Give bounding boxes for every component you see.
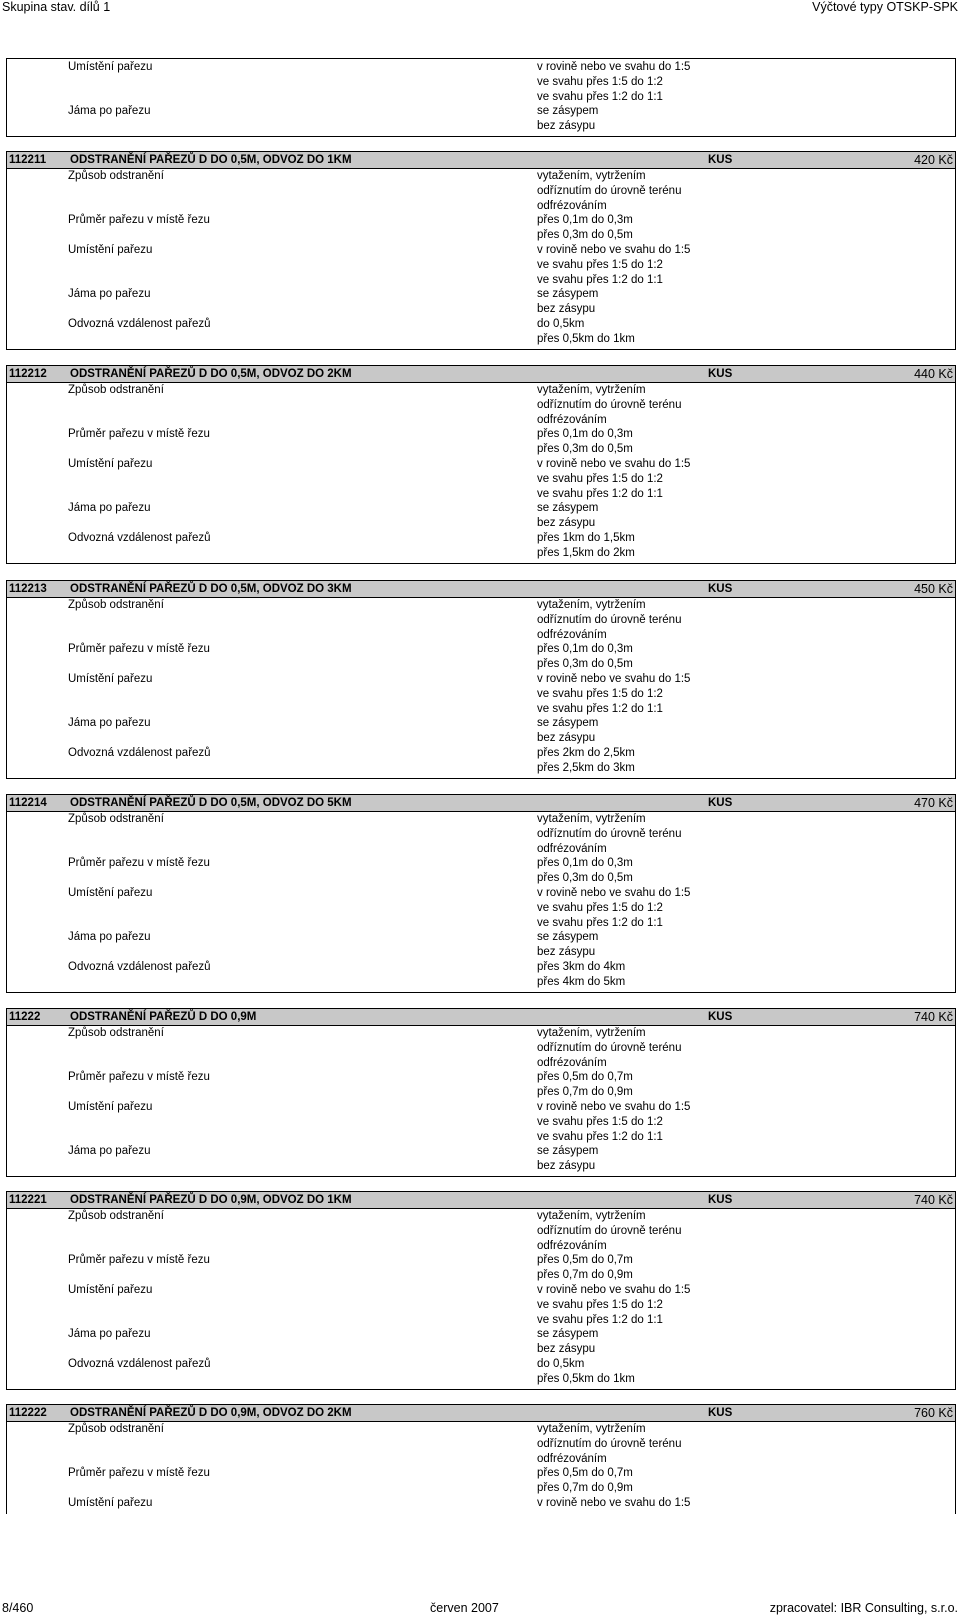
property-value: se zásypem — [537, 105, 599, 118]
property-value: odfrézováním — [537, 199, 607, 212]
footer-date: červen 2007 — [430, 1601, 499, 1615]
item-unit: KUS — [708, 797, 733, 809]
property-value: přes 1,5km do 2km — [537, 546, 635, 559]
property-value: ve svahu přes 1:2 do 1:1 — [537, 702, 663, 715]
property-label: Jáma po pařezu — [68, 105, 151, 118]
property-value: bez zásypu — [537, 120, 596, 133]
property-value: ve svahu přes 1:5 do 1:2 — [537, 901, 663, 914]
property-value: se zásypem — [537, 717, 599, 730]
property-value: přes 0,5km do 1km — [537, 1372, 635, 1385]
property-label: Způsob odstranění — [68, 1423, 164, 1435]
property-label: Odvozná vzdálenost pařezů — [68, 318, 211, 330]
property-label: Způsob odstranění — [68, 1027, 164, 1039]
item-unit: KUS — [708, 1011, 733, 1023]
property-value: odříznutím do úrovně terénu — [537, 1437, 682, 1450]
item-name: ODSTRANĚNÍ PAŘEZŮ D DO 0,9M, ODVOZ DO 2KM — [70, 1407, 352, 1419]
property-label: Odvozná vzdálenost pařezů — [68, 1358, 211, 1370]
item-unit: KUS — [708, 1194, 733, 1206]
property-value: ve svahu přes 1:2 do 1:1 — [537, 487, 663, 500]
property-value: ve svahu přes 1:5 do 1:2 — [537, 472, 663, 485]
property-value: se zásypem — [537, 502, 599, 515]
property-value: v rovině nebo ve svahu do 1:5 — [537, 244, 691, 256]
property-label: Průměr pařezu v místě řezu — [68, 428, 210, 441]
item-title-bar — [6, 794, 956, 812]
item-code: 112222 — [9, 1407, 47, 1419]
property-value: bez zásypu — [537, 303, 596, 316]
property-value: vytažením, vytržením — [537, 1027, 646, 1039]
item-price: 450 Kč — [914, 582, 953, 596]
property-label: Umístění pařezu — [68, 458, 153, 470]
property-label: Jáma po pařezu — [68, 717, 151, 730]
property-label: Umístění pařezu — [68, 673, 153, 685]
property-label: Odvozná vzdálenost pařezů — [68, 532, 211, 544]
item-price: 760 Kč — [914, 1406, 953, 1420]
property-label: Způsob odstranění — [68, 599, 164, 611]
item-code: 112211 — [9, 154, 47, 166]
property-label: Odvozná vzdálenost pařezů — [68, 961, 211, 973]
property-value: přes 0,5m do 0,7m — [537, 1467, 633, 1480]
item-body — [6, 168, 956, 350]
property-value: se zásypem — [537, 931, 599, 944]
item-code: 112214 — [9, 797, 47, 809]
item-body — [6, 58, 956, 137]
property-value: odříznutím do úrovně terénu — [537, 613, 682, 626]
property-value: přes 0,5km do 1km — [537, 332, 635, 345]
property-label: Umístění pařezu — [68, 1284, 153, 1296]
property-value: odfrézováním — [537, 1239, 607, 1252]
property-label: Umístění pařezu — [68, 244, 153, 256]
property-value: přes 0,1m do 0,3m — [537, 214, 633, 227]
property-value: přes 2,5km do 3km — [537, 761, 635, 774]
property-value: přes 0,1m do 0,3m — [537, 857, 633, 870]
property-value: odfrézováním — [537, 628, 607, 641]
property-value: přes 0,3m do 0,5m — [537, 658, 633, 671]
property-value: ve svahu přes 1:5 do 1:2 — [537, 75, 663, 88]
property-value: přes 0,1m do 0,3m — [537, 643, 633, 656]
property-value: bez zásypu — [537, 1343, 596, 1356]
property-value: ve svahu přes 1:2 do 1:1 — [537, 916, 663, 929]
property-label: Jáma po pařezu — [68, 1328, 151, 1341]
property-value: ve svahu přes 1:5 do 1:2 — [537, 258, 663, 271]
item-code: 112212 — [9, 368, 47, 380]
header-left-text: Skupina stav. dílů 1 — [2, 0, 111, 14]
property-value: přes 0,3m do 0,5m — [537, 443, 633, 456]
property-value: přes 0,7m do 0,9m — [537, 1482, 633, 1495]
property-value: přes 0,1m do 0,3m — [537, 428, 633, 441]
property-value: v rovině nebo ve svahu do 1:5 — [537, 61, 691, 73]
property-value: ve svahu přes 1:5 do 1:2 — [537, 1115, 663, 1128]
property-value: bez zásypu — [537, 1160, 596, 1173]
property-value: přes 1km do 1,5km — [537, 532, 635, 544]
item-name: ODSTRANĚNÍ PAŘEZŮ D DO 0,5M, ODVOZ DO 1KM — [70, 154, 352, 166]
property-value: přes 0,3m do 0,5m — [537, 872, 633, 885]
property-value: odfrézováním — [537, 842, 607, 855]
property-value: se zásypem — [537, 1328, 599, 1341]
property-value: se zásypem — [537, 288, 599, 301]
item-body — [6, 597, 956, 779]
property-value: přes 2km do 2,5km — [537, 747, 635, 759]
item-unit: KUS — [708, 583, 733, 595]
property-value: přes 0,3m do 0,5m — [537, 229, 633, 242]
property-value: odříznutím do úrovně terénu — [537, 827, 682, 840]
item-unit: KUS — [708, 368, 733, 380]
property-value: přes 0,5m do 0,7m — [537, 1254, 633, 1267]
property-value: vytažením, vytržením — [537, 813, 646, 825]
property-value: odříznutím do úrovně terénu — [537, 1041, 682, 1054]
property-label: Umístění pařezu — [68, 887, 153, 899]
item-title-bar — [6, 1008, 956, 1026]
property-value: bez zásypu — [537, 517, 596, 530]
property-label: Průměr pařezu v místě řezu — [68, 214, 210, 227]
property-label: Průměr pařezu v místě řezu — [68, 1254, 210, 1267]
item-price: 740 Kč — [914, 1010, 953, 1024]
item-price: 420 Kč — [914, 153, 953, 167]
property-value: odříznutím do úrovně terénu — [537, 184, 682, 197]
property-value: přes 0,7m do 0,9m — [537, 1086, 633, 1099]
property-value: odříznutím do úrovně terénu — [537, 398, 682, 411]
item-price: 440 Kč — [914, 367, 953, 381]
property-value: ve svahu přes 1:2 do 1:1 — [537, 273, 663, 286]
property-value: ve svahu přes 1:5 do 1:2 — [537, 1298, 663, 1311]
item-code: 11222 — [9, 1011, 41, 1023]
item-price: 740 Kč — [914, 1193, 953, 1207]
property-label: Umístění pařezu — [68, 1101, 153, 1113]
item-body — [6, 1208, 956, 1390]
property-value: bez zásypu — [537, 732, 596, 745]
property-value: ve svahu přes 1:5 do 1:2 — [537, 687, 663, 700]
item-unit: KUS — [708, 154, 733, 166]
item-unit: KUS — [708, 1407, 733, 1419]
property-value: v rovině nebo ve svahu do 1:5 — [537, 458, 691, 470]
property-value: odfrézováním — [537, 1452, 607, 1465]
property-value: v rovině nebo ve svahu do 1:5 — [537, 1497, 691, 1509]
property-value: přes 4km do 5km — [537, 975, 626, 988]
property-value: bez zásypu — [537, 946, 596, 959]
item-body — [6, 1421, 956, 1514]
property-value: ve svahu přes 1:2 do 1:1 — [537, 1313, 663, 1326]
property-label: Průměr pařezu v místě řezu — [68, 1467, 210, 1480]
property-label: Jáma po pařezu — [68, 288, 151, 301]
property-value: ve svahu přes 1:2 do 1:1 — [537, 90, 663, 103]
property-value: přes 3km do 4km — [537, 961, 626, 973]
property-value: v rovině nebo ve svahu do 1:5 — [537, 887, 691, 899]
property-label: Způsob odstranění — [68, 170, 164, 182]
item-title-bar — [6, 580, 956, 598]
property-label: Jáma po pařezu — [68, 931, 151, 944]
property-label: Způsob odstranění — [68, 813, 164, 825]
item-code: 112221 — [9, 1194, 47, 1206]
property-label: Způsob odstranění — [68, 1210, 164, 1222]
property-value: vytažením, vytržením — [537, 384, 646, 396]
footer-author: zpracovatel: IBR Consulting, s.r.o. — [769, 1601, 958, 1615]
item-name: ODSTRANĚNÍ PAŘEZŮ D DO 0,5M, ODVOZ DO 2KM — [70, 368, 352, 380]
property-value: do 0,5km — [537, 318, 585, 330]
item-title-bar — [6, 1404, 956, 1422]
property-value: ve svahu přes 1:2 do 1:1 — [537, 1130, 663, 1143]
footer-page-number: 8/460 — [2, 1601, 34, 1615]
header-right-text: Výčtové typy OTSKP-SPK — [812, 0, 958, 14]
property-value: vytažením, vytržením — [537, 1423, 646, 1435]
property-value: do 0,5km — [537, 1358, 585, 1370]
property-value: se zásypem — [537, 1145, 599, 1158]
property-value: odříznutím do úrovně terénu — [537, 1224, 682, 1237]
item-name: ODSTRANĚNÍ PAŘEZŮ D DO 0,9M — [70, 1011, 257, 1023]
item-title-bar — [6, 151, 956, 169]
property-value: v rovině nebo ve svahu do 1:5 — [537, 673, 691, 685]
property-label: Způsob odstranění — [68, 384, 164, 396]
property-value: v rovině nebo ve svahu do 1:5 — [537, 1284, 691, 1296]
property-label: Umístění pařezu — [68, 61, 153, 73]
property-label: Průměr pařezu v místě řezu — [68, 857, 210, 870]
property-label: Odvozná vzdálenost pařezů — [68, 747, 211, 759]
item-body — [6, 1025, 956, 1177]
item-body — [6, 811, 956, 993]
property-value: v rovině nebo ve svahu do 1:5 — [537, 1101, 691, 1113]
property-label: Průměr pařezu v místě řezu — [68, 643, 210, 656]
page-footer — [0, 1601, 960, 1619]
item-body — [6, 382, 956, 564]
item-title-bar — [6, 1191, 956, 1209]
property-value: odfrézováním — [537, 413, 607, 426]
property-label: Průměr pařezu v místě řezu — [68, 1071, 210, 1084]
property-label: Jáma po pařezu — [68, 502, 151, 515]
property-value: přes 0,7m do 0,9m — [537, 1269, 633, 1282]
property-label: Umístění pařezu — [68, 1497, 153, 1509]
item-name: ODSTRANĚNÍ PAŘEZŮ D DO 0,9M, ODVOZ DO 1KM — [70, 1194, 352, 1206]
item-name: ODSTRANĚNÍ PAŘEZŮ D DO 0,5M, ODVOZ DO 3KM — [70, 583, 352, 595]
property-value: vytažením, vytržením — [537, 170, 646, 182]
item-name: ODSTRANĚNÍ PAŘEZŮ D DO 0,5M, ODVOZ DO 5KM — [70, 797, 352, 809]
item-code: 112213 — [9, 583, 47, 595]
item-price: 470 Kč — [914, 796, 953, 810]
property-value: vytažením, vytržením — [537, 1210, 646, 1222]
property-value: vytažením, vytržením — [537, 599, 646, 611]
property-label: Jáma po pařezu — [68, 1145, 151, 1158]
item-title-bar — [6, 365, 956, 383]
property-value: přes 0,5m do 0,7m — [537, 1071, 633, 1084]
property-value: odfrézováním — [537, 1056, 607, 1069]
